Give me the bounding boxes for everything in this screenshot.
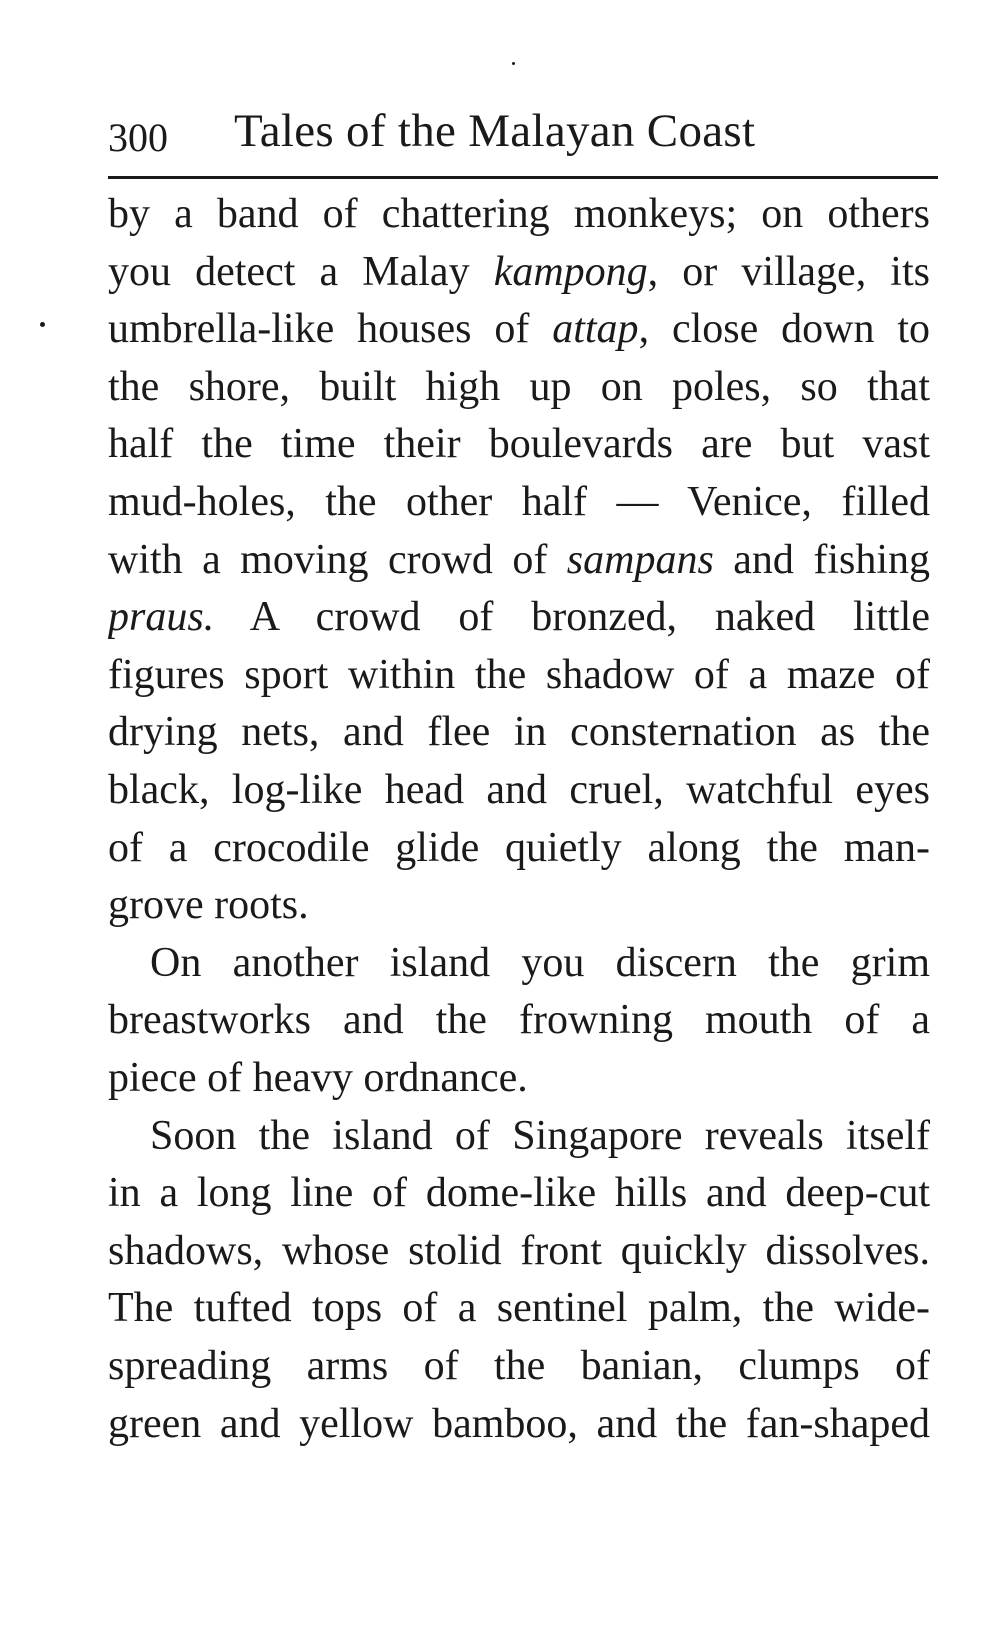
italic-word: sampans [566, 536, 714, 583]
text-segment: , close down to [638, 306, 930, 353]
text-segment: by a band of chattering monkeys; on others [108, 191, 930, 237]
text-segment: On another island you discern the grim [150, 939, 930, 986]
text-line [108, 357, 930, 417]
header-rule [108, 176, 938, 179]
text-line [108, 1048, 930, 1108]
text-line [108, 299, 930, 359]
text-segment: spreading arms of the banian, clumps of [108, 1343, 930, 1389]
print-speck [40, 322, 45, 327]
text-segment: grove roots. [108, 882, 309, 929]
italic-word: attap [552, 306, 639, 353]
text-line [108, 760, 930, 820]
text-line [108, 875, 930, 935]
text-line [108, 702, 930, 762]
text-line [108, 530, 930, 590]
text-segment: breastworks and the frowning mouth of a [108, 997, 930, 1044]
text-segment: umbrella-like houses of [108, 306, 553, 353]
text-segment: figures sport within the shadow of a maze of [108, 651, 930, 698]
text-segment: with a moving crowd of [108, 536, 567, 583]
text-segment: drying nets, and flee in consternation as the [108, 709, 930, 756]
italic-word: kampong [493, 248, 648, 295]
text-line [108, 1394, 930, 1454]
page-number: 300 [108, 115, 168, 160]
text-segment: you detect a Malay [108, 248, 494, 295]
text-segment: The tufted tops of a sentinel palm, the wide- [108, 1285, 930, 1332]
text-segment: green and yellow bamboo, and the fan-shaped [108, 1400, 930, 1447]
text-line [108, 1278, 930, 1338]
text-segment: of a crocodile glide quietly along the man- [108, 824, 930, 871]
text-line [108, 1163, 930, 1223]
text-line [108, 645, 930, 705]
text-line [108, 990, 930, 1050]
text-segment: piece of heavy ordnance. [108, 1055, 528, 1101]
text-line [108, 1221, 930, 1281]
text-line [150, 1106, 930, 1166]
text-line [108, 414, 930, 474]
italic-word: praus. [108, 594, 215, 641]
text-line [108, 587, 930, 647]
text-line [108, 242, 930, 302]
text-segment: Soon the island of Singapore reveals itself [150, 1112, 930, 1159]
text-segment: the shore, built high up on poles, so that [108, 363, 930, 410]
text-segment: mud-holes, the other half — Venice, filled [108, 479, 930, 525]
text-line [108, 184, 930, 244]
text-segment: in a long line of dome-like hills and deep-cut [108, 1170, 930, 1217]
text-segment: shadows, whose stolid front quickly dissolves. [108, 1227, 930, 1274]
running-title: Tales of the Malayan Coast [234, 105, 756, 157]
text-segment: A crowd of bronzed, naked little [214, 594, 930, 641]
text-segment: and fishing [713, 536, 930, 583]
text-line [150, 933, 930, 993]
text-segment: black, log-like head and cruel, watchful eyes [108, 767, 930, 813]
text-segment: , or village, its [647, 248, 930, 295]
page-header [108, 100, 938, 160]
print-speck [512, 62, 515, 65]
text-line [108, 472, 930, 532]
text-line [108, 818, 930, 878]
text-segment: half the time their boulevards are but vast [108, 421, 930, 468]
text-line [108, 1336, 930, 1396]
